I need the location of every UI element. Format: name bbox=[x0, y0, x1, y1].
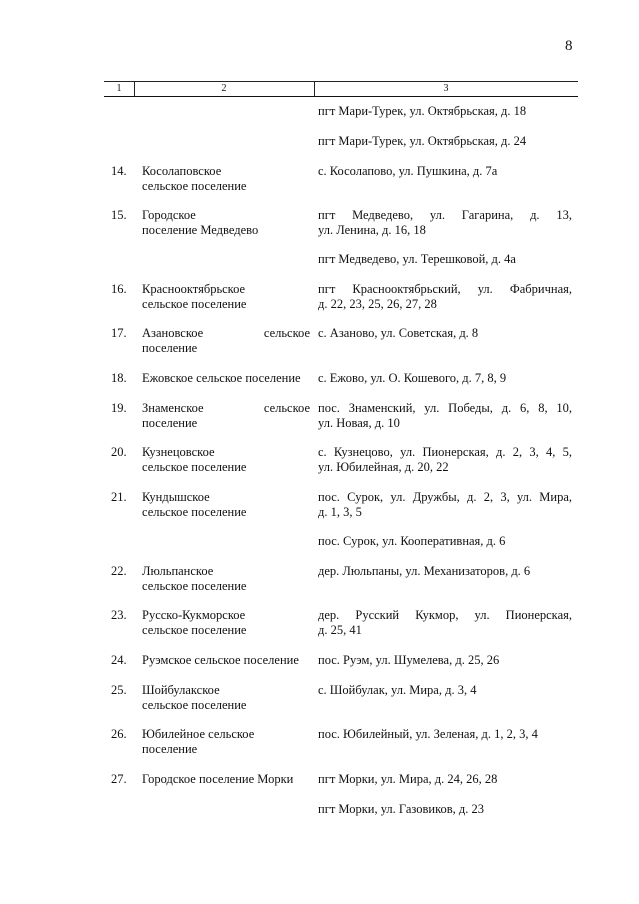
address-cell: с. Шойбулак, ул. Мира, д. 3, 4 bbox=[318, 683, 477, 697]
address-cell: пос. Знаменский, ул. Победы, д. 6, 8, 10, ул. Новая, д. 10 bbox=[318, 401, 572, 430]
address-cell: пгт Мари-Турек, ул. Октябрьская, д. 24 bbox=[318, 134, 527, 148]
address-cell: пос. Юбилейный, ул. Зеленая, д. 1, 2, 3, 4 bbox=[318, 727, 538, 741]
page-number: 8 bbox=[565, 38, 573, 54]
address-cell: пгт Мари-Турек, ул. Октябрьская, д. 18 bbox=[318, 104, 527, 118]
settlement-name: Косолаповское сельское поселение bbox=[142, 164, 247, 193]
row-number: 17. bbox=[111, 326, 127, 340]
settlement-name: Шойбулакское сельское поселение bbox=[142, 683, 247, 712]
settlement-name: Люльпанское сельское поселение bbox=[142, 564, 247, 593]
address-cell: с. Ежово, ул. О. Кошевого, д. 7, 8, 9 bbox=[318, 371, 507, 385]
row-number: 24. bbox=[111, 653, 127, 667]
column-header-1: 1 bbox=[116, 83, 122, 94]
settlement-name: Городское поселение Медведево bbox=[142, 208, 259, 237]
row-number: 19. bbox=[111, 401, 127, 415]
settlement-name: Городское поселение Морки bbox=[142, 772, 294, 786]
address-cell: пос. Сурок, ул. Дружбы, д. 2, 3, ул. Мира, д. 1, 3, 5 bbox=[318, 490, 572, 519]
row-number: 25. bbox=[111, 683, 127, 697]
address-cell: пос. Руэм, ул. Шумелева, д. 25, 26 bbox=[318, 653, 500, 667]
row-number: 21. bbox=[111, 490, 127, 504]
row-number: 20. bbox=[111, 445, 127, 459]
settlement-name: Юбилейное сельское поселение bbox=[142, 727, 255, 756]
address-cell: пос. Сурок, ул. Кооперативная, д. 6 bbox=[318, 534, 506, 548]
address-cell: дер. Люльпаны, ул. Механизаторов, д. 6 bbox=[318, 564, 531, 578]
address-cell: с. Косолапово, ул. Пушкина, д. 7а bbox=[318, 164, 498, 178]
settlement-name: Ежовское сельское поселение bbox=[142, 371, 301, 385]
row-number: 22. bbox=[111, 564, 127, 578]
row-number: 27. bbox=[111, 772, 127, 786]
address-cell: пгт Морки, ул. Мира, д. 24, 26, 28 bbox=[318, 772, 498, 786]
column-header-2: 2 bbox=[221, 83, 227, 94]
settlement-name: Русско-Кукморское сельское поселение bbox=[142, 608, 247, 637]
address-cell: дер. Русский Кукмор, ул. Пионерская, д. 25, 41 bbox=[318, 608, 572, 637]
address-cell: с. Азаново, ул. Советская, д. 8 bbox=[318, 326, 479, 340]
settlement-name: Азановское сельское поселение bbox=[142, 326, 310, 355]
address-cell: пгт Медведево, ул. Гагарина, д. 13, ул. Ленина, д. 16, 18 bbox=[318, 208, 572, 237]
address-cell: пгт Морки, ул. Газовиков, д. 23 bbox=[318, 802, 485, 816]
settlement-name: Руэмское сельское поселение bbox=[142, 653, 299, 667]
settlement-name: Краснооктябрьское сельское поселение bbox=[142, 282, 247, 311]
row-number: 23. bbox=[111, 608, 127, 622]
table-header-bottom-rule bbox=[104, 96, 578, 97]
row-number: 26. bbox=[111, 727, 127, 741]
row-number: 16. bbox=[111, 282, 127, 296]
settlement-name: Кузнецовское сельское поселение bbox=[142, 445, 247, 474]
row-number: 18. bbox=[111, 371, 127, 385]
address-cell: пгт Краснооктябрьский, ул. Фабричная, д. 22, 23, 25, 26, 27, 28 bbox=[318, 282, 572, 311]
settlement-name: Кундышское сельское поселение bbox=[142, 490, 247, 519]
address-cell: с. Кузнецово, ул. Пионерская, д. 2, 3, 4, 5, ул. Юбилейная, д. 20, 22 bbox=[318, 445, 572, 474]
row-number: 15. bbox=[111, 208, 127, 222]
settlement-name: Знаменское сельское поселение bbox=[142, 401, 310, 430]
row-number: 14. bbox=[111, 164, 127, 178]
address-cell: пгт Медведево, ул. Терешковой, д. 4а bbox=[318, 252, 516, 266]
column-header-3: 3 bbox=[443, 83, 449, 94]
